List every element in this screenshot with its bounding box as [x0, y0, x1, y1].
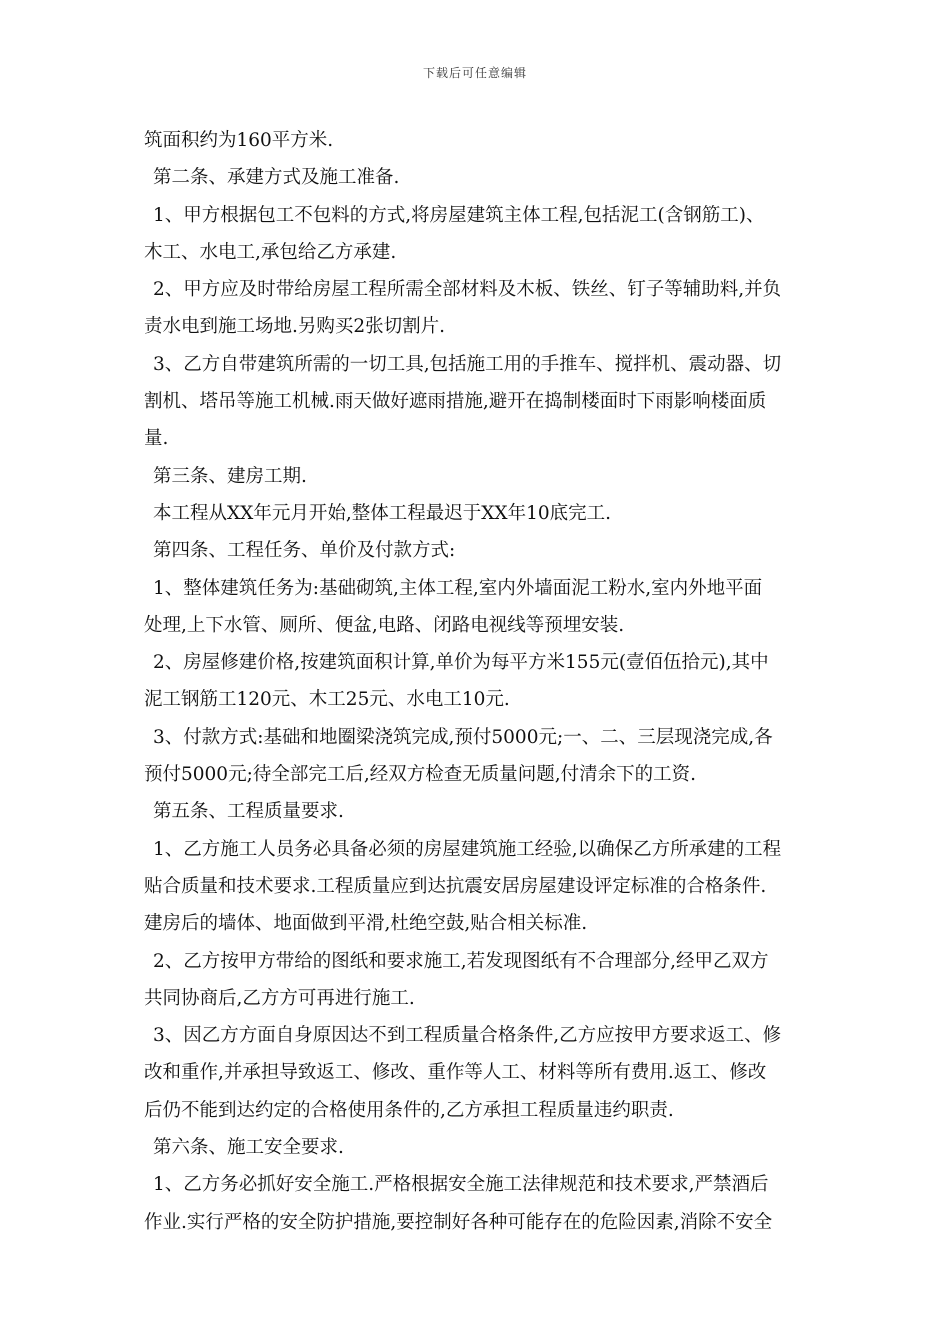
paragraph-line: 2、甲方应及时带给房屋工程所需全部材料及木板、铁丝、钉子等辅助料,并负 — [153, 279, 782, 301]
document-body — [144, 122, 812, 1241]
paragraph-line: 本工程从XX年元月开始,整体工程最迟于XX年10底完工. — [153, 502, 611, 524]
paragraph-line: 量. — [144, 428, 169, 450]
paragraph-line: 泥工钢筋工120元、木工25元、水电工10元. — [144, 689, 510, 711]
page-header: 下载后可任意编辑 — [422, 66, 527, 80]
paragraph-line: 3、因乙方方面自身原因达不到工程质量合格条件,乙方应按甲方要求返工、修 — [153, 1025, 782, 1047]
paragraph-line: 1、甲方根据包工不包料的方式,将房屋建筑主体工程,包括泥工(含钢筋工)、 — [153, 204, 765, 226]
paragraph-line: 第五条、工程质量要求. — [153, 801, 344, 823]
paragraph-line: 第四条、工程任务、单价及付款方式: — [153, 540, 456, 562]
paragraph-line: 预付5000元;待全部完工后,经双方检查无质量问题,付清余下的工资. — [144, 764, 696, 786]
paragraph-line: 共同协商后,乙方方可再进行施工. — [144, 987, 415, 1009]
paragraph-line: 第三条、建房工期. — [153, 465, 307, 487]
paragraph-line: 1、乙方施工人员务必具备必须的房屋建筑施工经验,以确保乙方所承建的工程 — [153, 838, 782, 860]
paragraph-line: 改和重作,并承担导致返工、修改、重作等人工、材料等所有费用.返工、修改 — [144, 1062, 767, 1084]
paragraph-line: 3、乙方自带建筑所需的一切工具,包括施工用的手推车、搅拌机、震动器、切 — [153, 353, 782, 375]
paragraph-line: 建房后的墙体、地面做到平滑,杜绝空鼓,贴合相关标准. — [144, 913, 588, 935]
paragraph-line: 贴合质量和技术要求.工程质量应到达抗震安居房屋建设评定标准的合格条件. — [144, 875, 767, 897]
paragraph-line: 责水电到施工场地.另购买2张切割片. — [144, 316, 446, 338]
paragraph-line: 第二条、承建方式及施工准备. — [153, 167, 400, 189]
paragraph-line: 2、房屋修建价格,按建筑面积计算,单价为每平方米155元(壹佰伍拾元),其中 — [153, 652, 769, 674]
paragraph-line: 1、整体建筑任务为:基础砌筑,主体工程,室内外墙面泥工粉水,室内外地平面 — [153, 577, 763, 599]
paragraph-line: 后仍不能到达约定的合格使用条件的,乙方承担工程质量违约职责. — [144, 1099, 674, 1121]
paragraph-line: 第六条、施工安全要求. — [153, 1137, 344, 1159]
paragraph-line: 2、乙方按甲方带给的图纸和要求施工,若发现图纸有不合理部分,经甲乙双方 — [153, 950, 769, 972]
paragraph-line: 3、付款方式:基础和地圈梁浇筑完成,预付5000元;一、二、三层现浇完成,各 — [153, 726, 773, 748]
paragraph-line: 作业.实行严格的安全防护措施,要控制好各种可能存在的危险因素,消除不安全 — [144, 1211, 773, 1233]
paragraph-line: 1、乙方务必抓好安全施工.严格根据安全施工法律规范和技术要求,严禁酒后 — [153, 1174, 769, 1196]
paragraph-line: 筑面积约为160平方米. — [144, 130, 334, 151]
paragraph-line: 割机、塔吊等施工机械.雨天做好遮雨措施,避开在捣制楼面时下雨影响楼面质 — [144, 391, 767, 413]
paragraph-line: 处理,上下水管、厕所、便盆,电路、闭路电视线等预埋安装. — [144, 614, 625, 636]
paragraph-line: 木工、水电工,承包给乙方承建. — [144, 241, 397, 263]
